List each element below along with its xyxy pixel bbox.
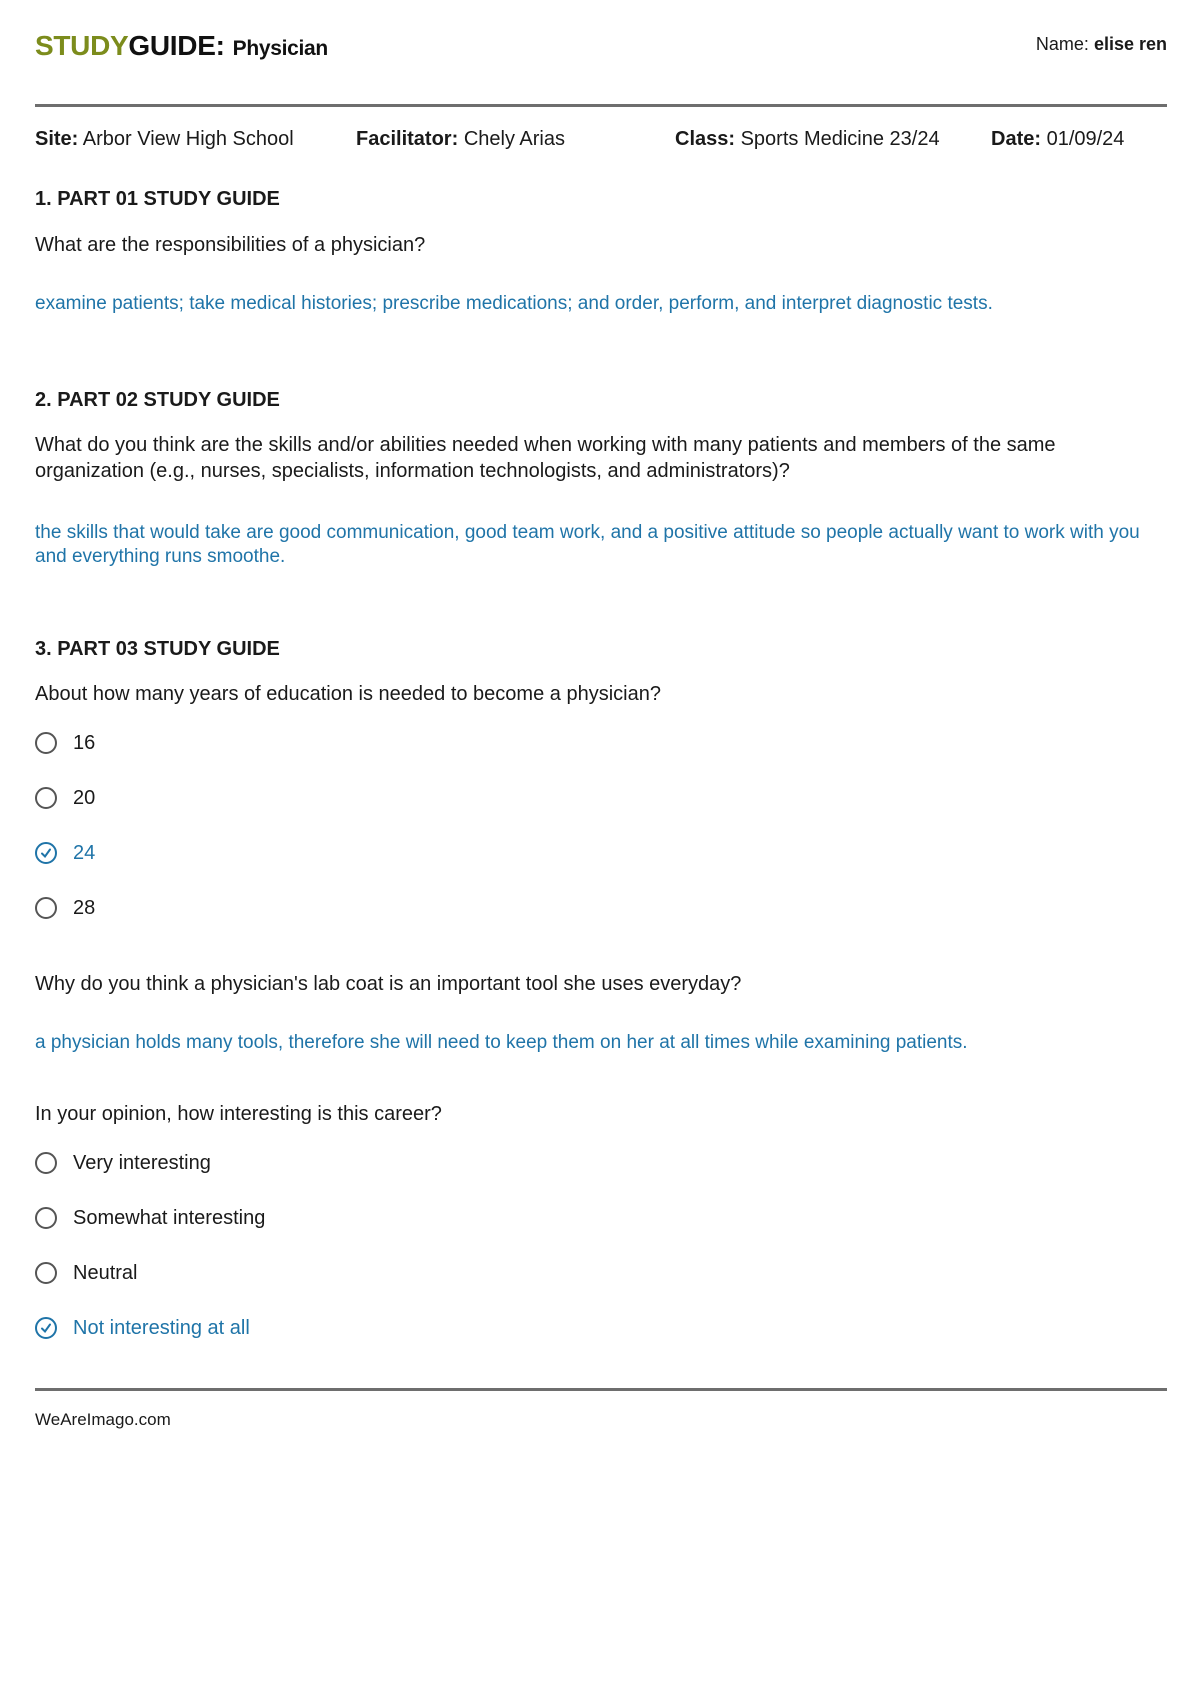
radio-icon[interactable] [35, 897, 57, 919]
interest-option-somewhat[interactable] [35, 1203, 265, 1233]
site-value: Arbor View High School [82, 128, 294, 150]
part2-question: What do you think are the skills and/or abilities needed when working with many patients and members of the same organization (e.g., nurses, specialists, information technologists, and administrators)? [35, 434, 1056, 482]
part3-question-years: About how many years of education is needed to become a physician? [35, 683, 661, 705]
date-value: 01/09/24 [1046, 128, 1125, 150]
interest-option-very[interactable] [35, 1148, 211, 1178]
radio-checked-icon[interactable] [35, 1317, 57, 1339]
option-label: Not interesting at all [73, 1316, 250, 1339]
header-divider [35, 104, 1167, 107]
option-label: 24 [73, 841, 96, 864]
page-header [35, 30, 1167, 74]
option-label: Neutral [73, 1261, 138, 1284]
part3-question-labcoat: Why do you think a physician's lab coat is an important tool she uses everyday? [35, 973, 742, 995]
radio-checked-icon[interactable] [35, 842, 57, 864]
date-label: Date: [991, 128, 1042, 150]
facilitator-value: Chely Arias [463, 128, 565, 150]
labcoat-answer[interactable]: a physician holds many tools, therefore she will need to keep them on her at all times while examining patients. [35, 1032, 968, 1053]
radio-icon[interactable] [35, 1152, 57, 1174]
facilitator-label: Facilitator: [356, 128, 459, 150]
brand-title [35, 30, 328, 62]
class-value: Sports Medicine 23/24 [740, 128, 940, 150]
site-field [35, 128, 294, 151]
radio-icon[interactable] [35, 1262, 57, 1284]
class-label: Class: [675, 128, 736, 150]
interest-option-neutral[interactable] [35, 1258, 137, 1288]
interest-option-not[interactable] [35, 1313, 250, 1343]
option-label: Somewhat interesting [73, 1206, 266, 1229]
name-label: Name: [1035, 34, 1089, 54]
option-label: 28 [73, 896, 96, 919]
checkmark-icon [39, 1321, 53, 1335]
part3-question-interest: In your opinion, how interesting is this career? [35, 1103, 442, 1125]
facilitator-field [356, 128, 565, 151]
radio-icon[interactable] [35, 732, 57, 754]
option-label: 20 [73, 786, 96, 809]
footer-site-link[interactable]: WeAreImago.com [35, 1410, 171, 1429]
footer-divider [35, 1388, 1167, 1391]
checkmark-icon [39, 846, 53, 860]
part2-title: 2. PART 02 STUDY GUIDE [35, 389, 280, 411]
years-option-16[interactable] [35, 728, 95, 758]
radio-icon[interactable] [35, 1207, 57, 1229]
class-field [675, 128, 940, 151]
date-field [991, 128, 1124, 151]
brand-guide: GUIDE: [128, 30, 225, 61]
name-value: elise ren [1093, 34, 1167, 54]
years-option-28[interactable] [35, 893, 95, 923]
option-label: Very interesting [73, 1151, 211, 1174]
page-subtitle: Physician [232, 37, 328, 60]
part1-title: 1. PART 01 STUDY GUIDE [35, 188, 280, 210]
student-name [1036, 34, 1167, 55]
radio-icon[interactable] [35, 787, 57, 809]
option-label: 16 [73, 731, 96, 754]
part3-title: 3. PART 03 STUDY GUIDE [35, 638, 280, 660]
years-option-24[interactable] [35, 838, 95, 868]
part2-answer[interactable]: the skills that would take are good communication, good team work, and a positive attitude so people actually want to work with you and everything runs smoothe. [35, 522, 1140, 567]
part1-question: What are the responsibilities of a physician? [35, 234, 426, 256]
part1-answer[interactable]: examine patients; take medical histories; prescribe medications; and order, perform, and interpret diagnostic tests. [35, 293, 993, 314]
site-label: Site: [35, 128, 79, 150]
years-option-20[interactable] [35, 783, 95, 813]
brand-study: STUDY [35, 30, 129, 61]
